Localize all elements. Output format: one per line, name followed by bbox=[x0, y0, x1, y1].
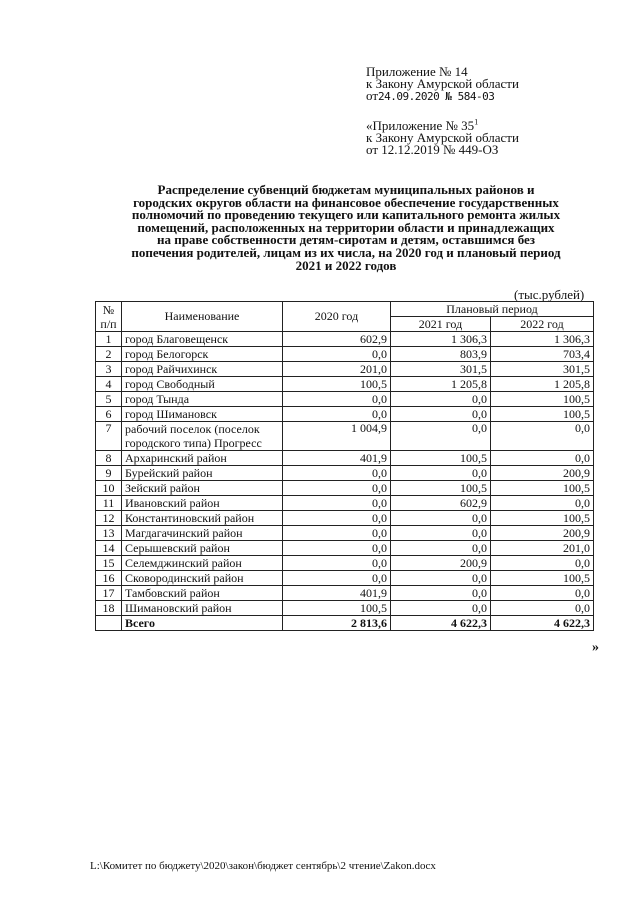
table-row bbox=[96, 481, 594, 496]
row-value-2022: 100,5 bbox=[491, 392, 594, 407]
row-value-2021: 0,0 bbox=[391, 586, 491, 601]
title-line: Распределение субвенций бюджетам муниципальных районов и bbox=[157, 182, 535, 197]
row-number: 7 bbox=[96, 422, 122, 451]
row-value-2020: 401,9 bbox=[283, 586, 391, 601]
row-number: 13 bbox=[96, 526, 122, 541]
row-name: Бурейский район bbox=[122, 466, 283, 481]
row-value-2020: 0,0 bbox=[283, 526, 391, 541]
row-name: город Свободный bbox=[122, 377, 283, 392]
subsidy-table bbox=[95, 301, 594, 631]
row-value-2022: 0,0 bbox=[491, 496, 594, 511]
superscript: 1 bbox=[474, 117, 479, 127]
col-header-2021: 2021 год bbox=[391, 317, 491, 332]
row-value-2021: 0,0 bbox=[391, 392, 491, 407]
row-value-2021: 200,9 bbox=[391, 556, 491, 571]
row-name: Магдагачинский район bbox=[122, 526, 283, 541]
table-header-row bbox=[96, 302, 594, 317]
row-value-2022: 1 306,3 bbox=[491, 332, 594, 347]
row-value-2020: 401,9 bbox=[283, 451, 391, 466]
law-date-line bbox=[366, 90, 519, 103]
original-law-date: от 12.12.2019 № 449-ОЗ bbox=[366, 142, 499, 157]
row-value-2021: 100,5 bbox=[391, 451, 491, 466]
table-row bbox=[96, 496, 594, 511]
row-value-2020: 0,0 bbox=[283, 541, 391, 556]
row-value-2021: 803,9 bbox=[391, 347, 491, 362]
table-row bbox=[96, 347, 594, 362]
row-value-2022: 100,5 bbox=[491, 407, 594, 422]
row-name: рабочий поселок (поселок городского типа) Прогресс bbox=[122, 422, 283, 451]
row-number: 15 bbox=[96, 556, 122, 571]
row-value-2021: 602,9 bbox=[391, 496, 491, 511]
row-name: город Благовещенск bbox=[122, 332, 283, 347]
row-number: 6 bbox=[96, 407, 122, 422]
table-total-row bbox=[96, 616, 594, 631]
row-number: 3 bbox=[96, 362, 122, 377]
table-row bbox=[96, 332, 594, 347]
col-header-2020: 2020 год bbox=[283, 302, 391, 332]
row-number: 12 bbox=[96, 511, 122, 526]
row-value-2021: 0,0 bbox=[391, 422, 491, 451]
total-number bbox=[96, 616, 122, 631]
row-value-2021: 0,0 bbox=[391, 511, 491, 526]
row-value-2020: 0,0 bbox=[283, 347, 391, 362]
col-header-number: № п/п bbox=[96, 302, 122, 332]
row-name: Константиновский район bbox=[122, 511, 283, 526]
row-value-2020: 100,5 bbox=[283, 601, 391, 616]
row-number: 2 bbox=[96, 347, 122, 362]
col-header-2022: 2022 год bbox=[491, 317, 594, 332]
row-value-2021: 0,0 bbox=[391, 526, 491, 541]
row-value-2020: 0,0 bbox=[283, 496, 391, 511]
title-line: попечения родителей, лицам из их числа, на 2020 год и плановый период bbox=[131, 244, 561, 260]
row-name: Тамбовский район bbox=[122, 586, 283, 601]
row-number: 5 bbox=[96, 392, 122, 407]
table-row bbox=[96, 422, 594, 451]
row-value-2021: 301,5 bbox=[391, 362, 491, 377]
row-number: 14 bbox=[96, 541, 122, 556]
row-value-2020: 100,5 bbox=[283, 377, 391, 392]
row-value-2021: 0,0 bbox=[391, 571, 491, 586]
total-label: Всего bbox=[122, 616, 283, 631]
row-value-2022: 301,5 bbox=[491, 362, 594, 377]
row-value-2021: 1 306,3 bbox=[391, 332, 491, 347]
row-number: 1 bbox=[96, 332, 122, 347]
row-value-2022: 100,5 bbox=[491, 511, 594, 526]
table-row bbox=[96, 377, 594, 392]
total-2021: 4 622,3 bbox=[391, 616, 491, 631]
row-number: 4 bbox=[96, 377, 122, 392]
original-appendix-header bbox=[366, 117, 519, 157]
title-line: 2021 и 2022 годов bbox=[295, 257, 397, 273]
row-value-2020: 0,0 bbox=[283, 556, 391, 571]
table-row bbox=[96, 541, 594, 556]
row-value-2021: 100,5 bbox=[391, 481, 491, 496]
appendix-header bbox=[366, 66, 519, 103]
title-line: полномочий по проведению текущего или капитального ремонта жилых bbox=[131, 207, 561, 223]
table-row bbox=[96, 526, 594, 541]
row-name: Ивановский район bbox=[122, 496, 283, 511]
row-name: город Белогорск bbox=[122, 347, 283, 362]
row-number: 11 bbox=[96, 496, 122, 511]
row-value-2022: 703,4 bbox=[491, 347, 594, 362]
row-value-2022: 1 205,8 bbox=[491, 377, 594, 392]
row-value-2022: 100,5 bbox=[491, 481, 594, 496]
row-name: Серышевский район bbox=[122, 541, 283, 556]
row-name: Зейский район bbox=[122, 481, 283, 496]
row-value-2021: 0,0 bbox=[391, 601, 491, 616]
row-value-2020: 0,0 bbox=[283, 481, 391, 496]
table-row bbox=[96, 511, 594, 526]
row-value-2022: 200,9 bbox=[491, 466, 594, 481]
row-name: Селемджинский район bbox=[122, 556, 283, 571]
row-value-2021: 0,0 bbox=[391, 541, 491, 556]
row-number: 16 bbox=[96, 571, 122, 586]
row-number: 18 bbox=[96, 601, 122, 616]
document-title bbox=[92, 184, 600, 272]
table-row bbox=[96, 556, 594, 571]
row-value-2021: 0,0 bbox=[391, 466, 491, 481]
total-2020: 2 813,6 bbox=[283, 616, 391, 631]
row-name: город Шимановск bbox=[122, 407, 283, 422]
row-value-2021: 1 205,8 bbox=[391, 377, 491, 392]
row-value-2020: 602,9 bbox=[283, 332, 391, 347]
row-value-2022: 0,0 bbox=[491, 586, 594, 601]
title-line: помещений, расположенных на территории области и принадлежащих bbox=[137, 219, 555, 235]
row-value-2020: 0,0 bbox=[283, 511, 391, 526]
law-reference: к Закону Амурской области bbox=[366, 76, 519, 91]
row-value-2020: 201,0 bbox=[283, 362, 391, 377]
row-value-2020: 0,0 bbox=[283, 466, 391, 481]
row-number: 17 bbox=[96, 586, 122, 601]
original-law-reference: к Закону Амурской области bbox=[366, 130, 519, 145]
table-row bbox=[96, 601, 594, 616]
col-header-name: Наименование bbox=[122, 302, 283, 332]
closing-quote: » bbox=[592, 640, 599, 655]
row-name: город Тында bbox=[122, 392, 283, 407]
row-name: Архаринский район bbox=[122, 451, 283, 466]
title-line: городских округов области на финансовое обеспечение государственных bbox=[133, 194, 559, 210]
row-name: Сковородинский район bbox=[122, 571, 283, 586]
row-number: 8 bbox=[96, 451, 122, 466]
table-row bbox=[96, 451, 594, 466]
row-value-2022: 100,5 bbox=[491, 571, 594, 586]
row-number: 9 bbox=[96, 466, 122, 481]
row-value-2022: 200,9 bbox=[491, 526, 594, 541]
appendix-number: Приложение № 14 bbox=[366, 64, 468, 79]
col-header-plan-period: Плановый период bbox=[391, 302, 594, 317]
handwritten-date-number: 24.09.2020 № 584-03 bbox=[378, 90, 495, 103]
row-value-2022: 0,0 bbox=[491, 451, 594, 466]
table-row bbox=[96, 362, 594, 377]
units-label: (тыс.рублей) bbox=[514, 287, 585, 302]
table-row bbox=[96, 407, 594, 422]
row-value-2022: 201,0 bbox=[491, 541, 594, 556]
row-value-2020: 1 004,9 bbox=[283, 422, 391, 451]
table-row bbox=[96, 586, 594, 601]
row-name: город Райчихинск bbox=[122, 362, 283, 377]
original-appendix-number: «Приложение № $35^1$ bbox=[366, 117, 479, 133]
table-row bbox=[96, 571, 594, 586]
title-line: на праве собственности детям-сиротам и детям, оставшимся без bbox=[156, 232, 536, 248]
table-row bbox=[96, 466, 594, 481]
total-2022: 4 622,3 bbox=[491, 616, 594, 631]
row-value-2022: 0,0 bbox=[491, 556, 594, 571]
date-prefix: от bbox=[366, 88, 379, 103]
row-value-2022: 0,0 bbox=[491, 601, 594, 616]
file-path-footer: L:\Комитет по бюджету\2020\закон\бюджет сентябрь\2 чтение\Zakon.docx bbox=[90, 860, 436, 872]
table-row bbox=[96, 392, 594, 407]
row-value-2020: 0,0 bbox=[283, 407, 391, 422]
row-value-2021: 0,0 bbox=[391, 407, 491, 422]
row-number: 10 bbox=[96, 481, 122, 496]
row-value-2020: 0,0 bbox=[283, 392, 391, 407]
row-value-2022: 0,0 bbox=[491, 422, 594, 451]
row-value-2020: 0,0 bbox=[283, 571, 391, 586]
row-name: Шимановский район bbox=[122, 601, 283, 616]
